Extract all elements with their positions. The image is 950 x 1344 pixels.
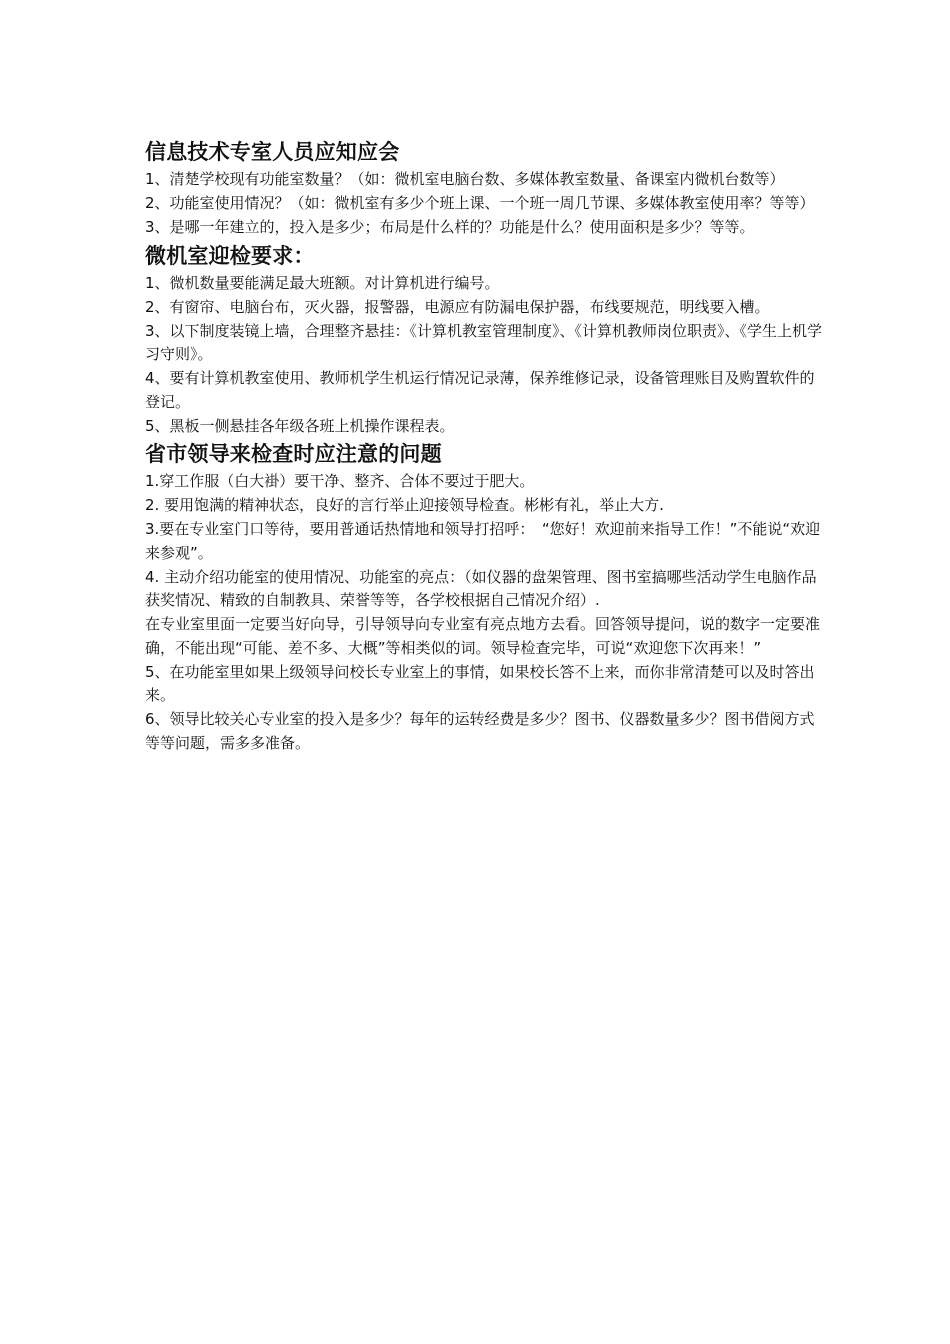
document-body (145, 136, 825, 755)
list-item: 在专业室里面一定要当好向导，引导领导向专业室有亮点地方去看。回答领导提问，说的数字一定要准确，不能出现“可能、差不多、大概”等相类似的词。领导检查完毕，可说“欢迎您下次再来！” (145, 615, 821, 657)
section-knowledge-list (145, 168, 825, 240)
section-requirements-list (145, 272, 825, 439)
list-item: 5、在功能室里如果上级领导问校长专业室上的事情，如果校长答不上来，而你非常清楚可以及时答出来。 (145, 662, 815, 704)
list-item: 3、是哪一年建立的，投入是多少；布局是什么样的？功能是什么？使用面积是多少？等等。 (145, 218, 755, 236)
list-item: 2. 要用饱满的精神状态，良好的言行举止迎接领导检查。彬彬有礼，举止大方. (145, 496, 664, 514)
list-item: 4、要有计算机教室使用、教师机学生机运行情况记录薄，保养维修记录，设备管理账目及购置软件的登记。 (145, 369, 815, 411)
section-title-inspection-requirements: 微机室迎检要求： (145, 243, 315, 268)
list-item: 1.穿工作服（白大褂）要干净、整齐、合体不要过于肥大。 (145, 472, 535, 490)
list-item: 3.要在专业室门口等待，要用普通话热情地和领导打招呼： “您好！欢迎前来指导工作！”不能说“欢迎来参观”。 (145, 520, 821, 562)
list-item: 4. 主动介绍功能室的使用情况、功能室的亮点：（如仪器的盘架管理、图书室搞哪些活动学生电脑作品获奖情况、精致的自制教具、荣誉等等，各学校根据自己情况介绍）. (145, 567, 817, 609)
list-item: 2、有窗帘、电脑台布，灭火器，报警器，电源应有防漏电保护器，布线要规范，明线要入槽。 (145, 297, 770, 316)
list-item: 5、黑板一侧悬挂各年级各班上机操作课程表。 (145, 416, 455, 435)
section-title-leader-visit: 省市领导来检查时应注意的问题 (145, 442, 442, 466)
section-visit-list (145, 470, 825, 755)
list-item: 1、微机数量要能满足最大班额。对计算机进行编号。 (145, 273, 500, 292)
section-title-knowledge: 信息技术专室人员应知应会 (145, 140, 400, 164)
list-item: 1、清楚学校现有功能室数量？（如：微机室电脑台数、多媒体教室数量、备课室内微机台数等） (145, 170, 785, 188)
list-item: 6、领导比较关心专业室的投入是多少？每年的运转经费是多少？图书、仪器数量多少？图书借阅方式等等问题，需多多准备。 (145, 710, 815, 752)
list-item: 2、功能室使用情况？（如：微机室有多少个班上课、一个班一周几节课、多媒体教室使用率？等等） (145, 194, 815, 212)
list-item: 3、以下制度装镜上墙，合理整齐悬挂：《计算机教室管理制度》、《计算机教师岗位职责》、《学生上机学习守则》。 (145, 321, 823, 363)
